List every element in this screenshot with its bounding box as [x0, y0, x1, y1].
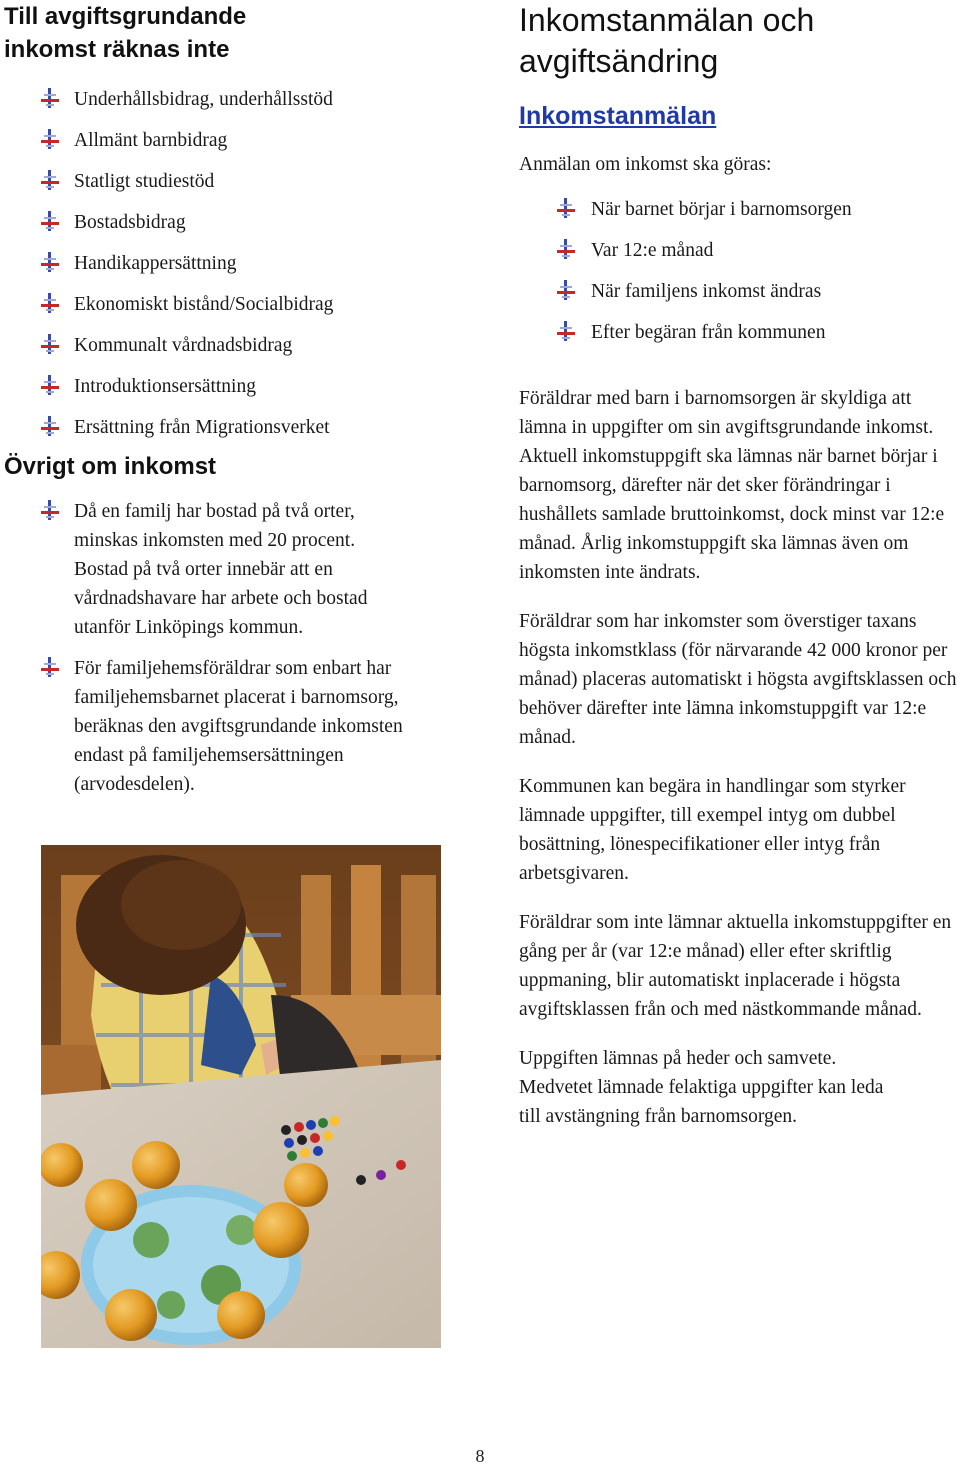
bullet-icon	[40, 375, 60, 395]
list-item: Statligt studiestöd	[4, 161, 456, 202]
bullet-icon	[40, 500, 60, 520]
bullet-icon	[40, 129, 60, 149]
list-item: Underhållsbidrag, underhållsstöd	[4, 79, 456, 120]
bullet-icon	[40, 88, 60, 108]
list-item: För familjehemsföräldrar som enbart har familjehemsbarnet placerat i barnomsorg, beräknas den avgiftsgrundande inkomsten endast på familjehemsersättningen (arvodesdelen).	[4, 654, 454, 799]
right-column	[519, 0, 960, 1131]
list-item: När barnet börjar i barnomsorgen	[519, 189, 960, 230]
child-playing-photo	[41, 845, 441, 1348]
excluded-income-heading: Till avgiftsgrundande inkomst räknas inte	[4, 3, 247, 63]
bullet-icon	[40, 416, 60, 436]
bullet-icon	[556, 321, 576, 341]
list-item: Var 12:e månad	[519, 230, 960, 271]
bullet-icon	[556, 239, 576, 259]
report-occasions-list	[519, 189, 960, 353]
page-title: Inkomstanmälan och avgiftsändring	[519, 2, 815, 79]
bullet-icon	[40, 334, 60, 354]
other-income-heading: Övrigt om inkomst	[4, 453, 217, 480]
list-item: Efter begäran från kommunen	[519, 312, 960, 353]
list-item: Kommunalt vårdnadsbidrag	[4, 325, 456, 366]
list-item: Ekonomiskt bistånd/Socialbidrag	[4, 284, 456, 325]
bullet-icon	[40, 657, 60, 677]
list-item: Handikappersättning	[4, 243, 456, 284]
paragraph: Föräldrar som inte lämnar aktuella inkomstuppgifter en gång per år (var 12:e månad) eller efter skriftlig uppmaning, blir automatiskt inplacerade i högsta avgiftsklassen från och med nästkommande månad.	[519, 912, 952, 1020]
bullet-icon	[556, 280, 576, 300]
bullet-icon	[40, 252, 60, 272]
other-income-list	[4, 497, 403, 799]
list-item: När familjens inkomst ändras	[519, 271, 960, 312]
bullet-icon	[40, 211, 60, 231]
paragraph: Föräldrar som har inkomster som överstiger taxans högsta inkomstklass (för närvarande 42 000 kronor per månad) placeras automatiskt i högsta avgiftsklassen och behöver därefter inte lämna inkomstuppgift var 12:e månad.	[519, 611, 957, 748]
paragraph: Föräldrar med barn i barnomsorgen är skyldiga att lämna in uppgifter om sin avgiftsgrundande inkomst. Aktuell inkomstuppgift ska lämnas när barnet börjar i barnomsorg, därefter när det sker förändringar i hushållets samlade bruttoinkomst, dock minst var 12:e månad. Årlig inkomstuppgift ska lämnas även om inkomsten inte ändrats.	[519, 388, 945, 583]
list-item: Bostadsbidrag	[4, 202, 456, 243]
bullet-icon	[40, 293, 60, 313]
page-number: 8	[475, 1446, 485, 1466]
bullet-icon	[40, 170, 60, 190]
paragraph: Kommunen kan begära in handlingar som styrker lämnade uppgifter, till exempel intyg om dubbel bosättning, lönespecifikationer eller intyg från arbetsgivaren.	[519, 776, 906, 884]
excluded-income-list	[4, 79, 456, 448]
list-item: Då en familj har bostad på två orter, minskas inkomsten med 20 procent. Bostad på två orter innebär att en vårdnadshavare har arbete och bostad utanför Linköpings kommun.	[4, 497, 389, 642]
intro-text: Anmälan om inkomst ska göras:	[519, 154, 772, 175]
section-subtitle: Inkomstanmälan	[519, 102, 717, 130]
list-item: Ersättning från Migrationsverket	[4, 407, 456, 448]
photo-illustration	[41, 845, 441, 1348]
bullet-icon	[556, 198, 576, 218]
paragraph: Uppgiften lämnas på heder och samvete. Medvetet lämnade felaktiga uppgifter kan leda till avstängning från barnomsorgen.	[519, 1048, 884, 1127]
list-item: Allmänt barnbidrag	[4, 120, 456, 161]
list-item: Introduktionsersättning	[4, 366, 456, 407]
left-column	[4, 0, 456, 811]
